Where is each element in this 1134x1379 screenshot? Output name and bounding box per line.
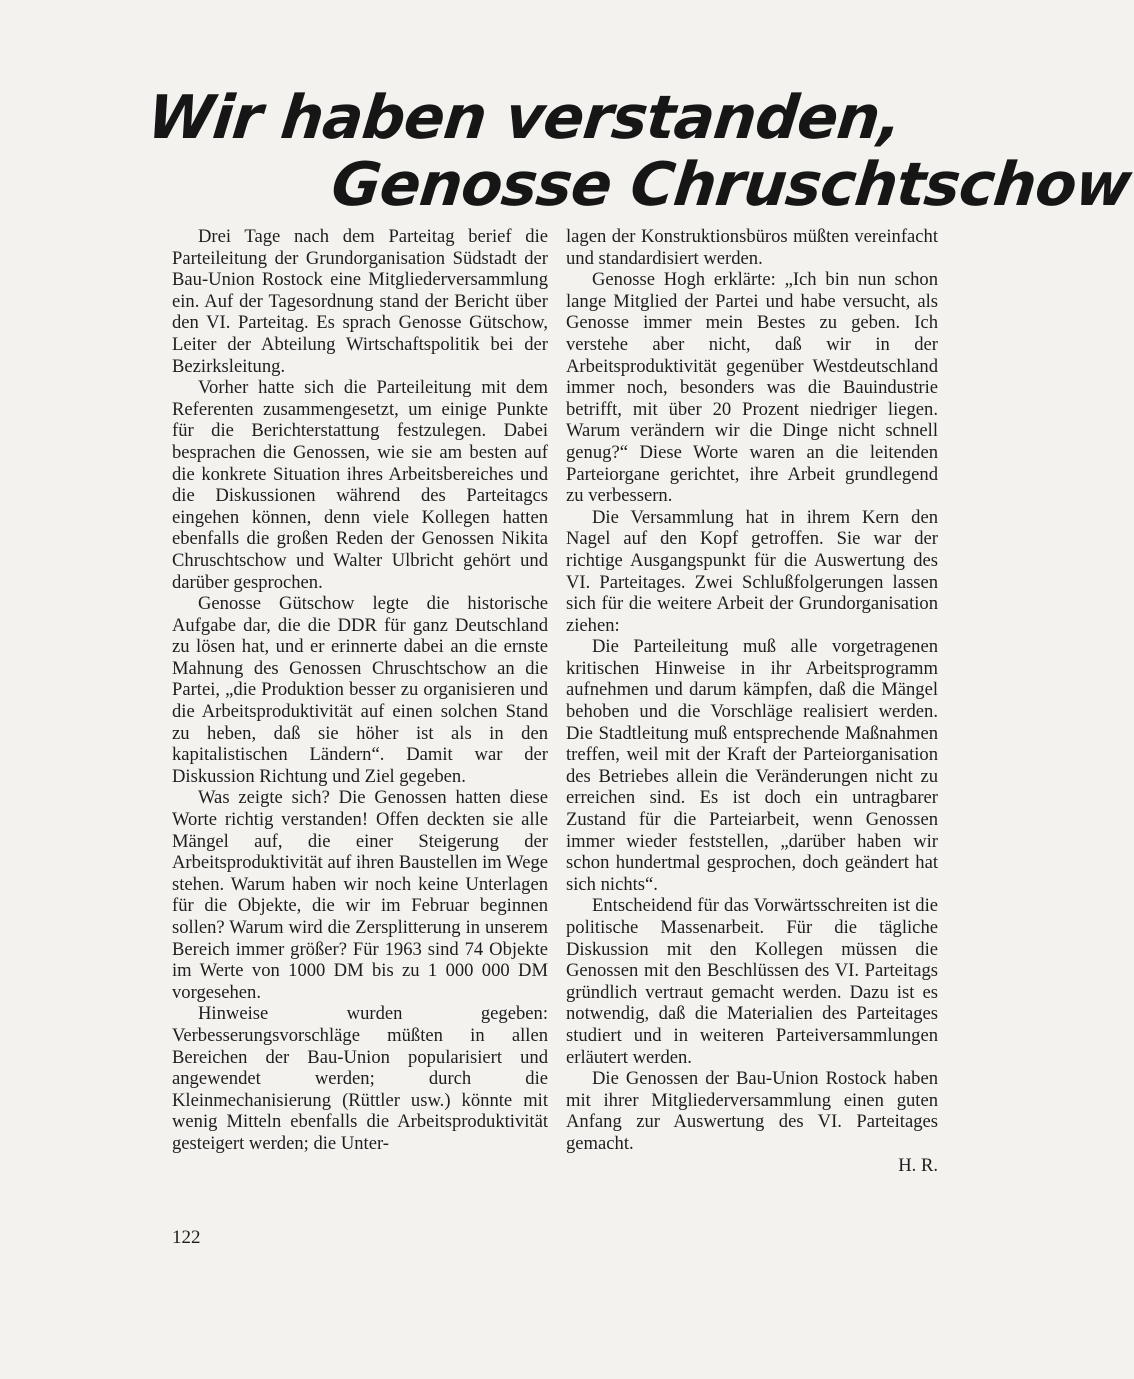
- closing-paragraph: Die Genossen der Bau-Union Rostock haben mit ihrer Mitgliederversammlung einen guten Anfang zur Auswertung des VI. Parteitages gemacht.: [566, 1068, 938, 1154]
- headline-line-1: Wir haben verstanden,: [144, 83, 905, 153]
- signature-line: [566, 1155, 938, 1177]
- paragraph: Entscheidend für das Vorwärtsschreiten ist die politische Massenarbeit. Für die tägliche Diskussion mit den Kollegen müssen die Genossen mit den Beschlüssen des VI. Parteitags gründlich vertraut gemacht werden. Dazu ist es notwendig, daß die Materialien des Parteitages studiert und in weiteren Parteiversammlungen erläutert werden.: [566, 895, 938, 1068]
- paragraph: Die Parteileitung muß alle vorgetragenen kritischen Hinweise in ihr Arbeitsprogramm aufnehmen und darum kämpfen, daß die Mängel behoben und die Vorschläge realisiert werden. Die Stadtleitung muß entsprechende Maßnahmen treffen, weil mit der Kraft der Parteiorganisation des Betriebes allein die Veränderungen nicht zu erreichen sind. Es ist doch ein untragbarer Zustand für die Parteiarbeit, wenn Genossen immer wieder feststellen, „darüber haben wir schon hundertmal gesprochen, doch geändert hat sich nichts“.: [566, 636, 938, 895]
- headline-line-2: Genosse Chruschtschow: [328, 150, 1134, 220]
- paragraph: Was zeigte sich? Die Genossen hatten diese Worte richtig verstanden! Offen deckten sie alle Mängel auf, die einer Steigerung der Arbeitsproduktivität auf ihren Baustellen im Wege stehen. Warum haben wir noch keine Unterlagen für die Objekte, die wir im Februar beginnen sollen? Warum wird die Zersplitterung in unserem Bereich immer größer? Für 1963 sind 74 Objekte im Werte von 1000 DM bis zu 1 000 000 DM vorgesehen.: [172, 787, 548, 1003]
- paragraph-continued: lagen der Konstruktionsbüros müßten vereinfacht und standardisiert werden.: [566, 226, 938, 269]
- right-column: [566, 226, 938, 1176]
- page-number: 122: [172, 1227, 201, 1248]
- left-column: [172, 226, 548, 1155]
- paragraph: Die Versammlung hat in ihrem Kern den Nagel auf den Kopf getroffen. Sie war der richtige Ausgangspunkt für die Auswertung des VI. Parteitages. Zwei Schlußfolgerungen lassen sich für die weitere Arbeit der Grundorganisation ziehen:: [566, 506, 938, 636]
- paragraph: Genosse Gütschow legte die historische Aufgabe dar, die die DDR für ganz Deutschland zu lösen hat, und er erinnerte dabei an die ernste Mahnung des Genossen Chruschtschow an die Partei, „die Produktion besser zu organisieren und die Arbeitsproduktivität auf einen solchen Stand zu heben, daß sie höher ist als in den kapitalistischen Ländern“. Damit war der Diskussion Richtung und Ziel gegeben.: [172, 593, 548, 787]
- paragraph: Hinweise wurden gegeben: Verbesserungsvorschläge müßten in allen Bereichen der Bau-Union popularisiert und angewendet werden; durch die Kleinmechanisierung (Rüttler usw.) könnte mit wenig Mitteln ebenfalls die Arbeitsproduktivität gesteigert werden; die Unter-: [172, 1003, 548, 1154]
- paragraph: Drei Tage nach dem Parteitag berief die Parteileitung der Grundorganisation Südstadt der Bau-Union Rostock eine Mitgliederversammlung ein. Auf der Tagesordnung stand der Bericht über den VI. Parteitag. Es sprach Genosse Gütschow, Leiter der Abteilung Wirtschaftspolitik bei der Bezirksleitung.: [172, 226, 548, 377]
- paragraph: Vorher hatte sich die Parteileitung mit dem Referenten zusammengesetzt, um einige Punkte für die Berichterstattung festzulegen. Dabei besprachen die Genossen, wie sie am besten auf die konkrete Situation ihres Arbeitsbereiches und die Diskussionen während des Parteitagcs eingehen können, denn viele Kollegen hatten ebenfalls die großen Reden der Genossen Nikita Chruschtschow und Walter Ulbricht gehört und darüber gesprochen.: [172, 377, 548, 593]
- paragraph: Genosse Hogh erklärte: „Ich bin nun schon lange Mitglied der Partei und habe versucht, als Genosse immer mein Bestes zu geben. Ich verstehe aber nicht, daß wir in der Arbeitsproduktivität gegenüber Westdeutschland immer noch, besonders was die Bauindustrie betrifft, mit über 20 Prozent niedriger liegen. Warum verändern wir die Dinge nicht schnell genug?“ Diese Worte waren an die leitenden Parteiorgane gerichtet, ihre Arbeit grundlegend zu verbessern.: [566, 269, 938, 507]
- author-signature: H. R.: [898, 1154, 938, 1176]
